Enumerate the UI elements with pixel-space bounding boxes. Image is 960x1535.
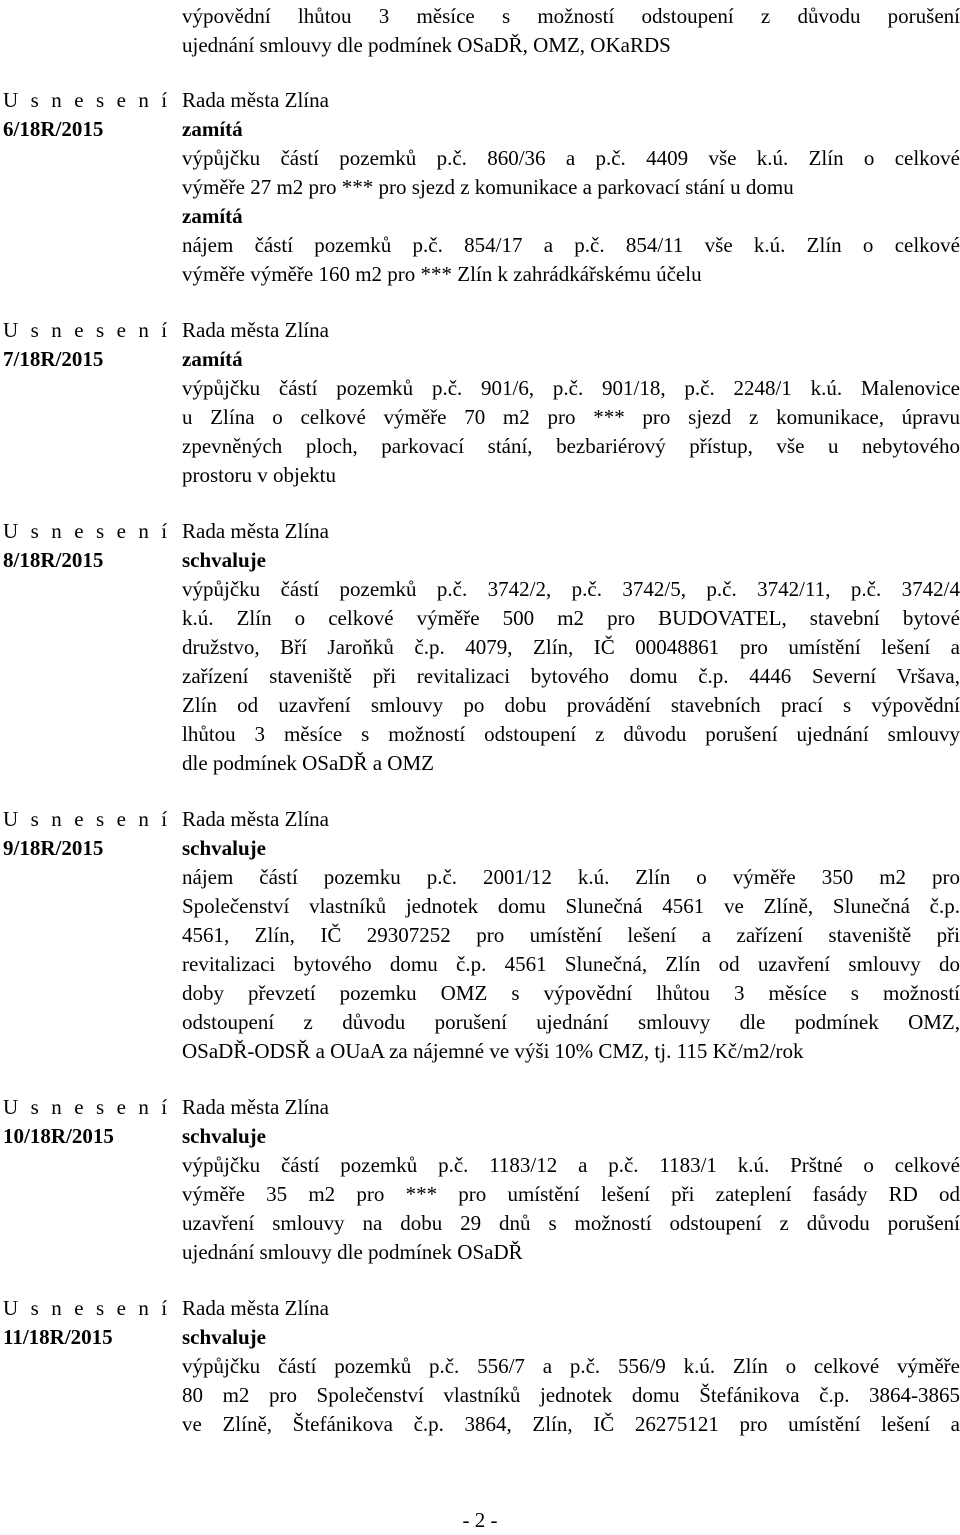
resolution-heading [3, 1093, 171, 1151]
resolution-title: U s n e s e n í [3, 519, 171, 543]
resolution-body [182, 86, 960, 289]
body-line: revitalizaci bytového domu č.p. 4561 Slunečná, Zlín od uzavření smlouvy do [182, 952, 960, 976]
verdict: schvaluje [182, 548, 266, 572]
body-line: nájem částí pozemků p.č. 854/17 a p.č. 854/11 vše k.ú. Zlín o celkové [182, 233, 960, 257]
body-line: výměře 27 m2 pro *** pro sjezd z komunikace a parkovací stání u domu [182, 175, 794, 199]
body-line: výpůjčku částí pozemků p.č. 1183/12 a p.č. 1183/1 k.ú. Prštné o celkové [182, 1153, 960, 1177]
resolution-title: U s n e s e n í [3, 1095, 171, 1119]
body-line: výměře 35 m2 pro *** pro umístění lešení při zateplení fasády RD od [182, 1182, 960, 1206]
body-line: výpůjčku částí pozemků p.č. 3742/2, p.č. 3742/5, p.č. 3742/11, p.č. 3742/4 [182, 577, 960, 601]
body-line: zařízení staveniště při revitalizaci bytového domu č.p. 4446 Severní Vršava, [182, 664, 960, 688]
resolution-number: 7/18R/2015 [3, 347, 104, 371]
resolution-body [182, 316, 960, 490]
body-line: výpůjčku částí pozemků p.č. 556/7 a p.č. 556/9 k.ú. Zlín o celkové výměře [182, 1354, 960, 1378]
authority: Rada města Zlína [182, 1095, 329, 1119]
resolution-body [182, 1294, 960, 1439]
body-line: ujednání smlouvy dle podmínek OSaDŘ, OMZ, OKaRDS [182, 33, 671, 57]
body-line: zpevněných ploch, parkovací stání, bezbariérový přístup, vše u nebytového [182, 434, 960, 458]
intro-paragraph [182, 2, 960, 60]
body-line: u Zlína o celkové výměře 70 m2 pro *** pro sjezd z komunikace, úpravu [182, 405, 960, 429]
verdict: schvaluje [182, 836, 266, 860]
verdict: zamítá [182, 117, 243, 141]
resolution-heading [3, 316, 171, 374]
authority: Rada města Zlína [182, 318, 329, 342]
resolution-title: U s n e s e n í [3, 1296, 171, 1320]
body-line: výpovědní lhůtou 3 měsíce s možností odstoupení z důvodu porušení [182, 4, 960, 28]
body-line: družstvo, Bří Jaroňků č.p. 4079, Zlín, IČ 00048861 pro umístění lešení a [182, 635, 960, 659]
authority: Rada města Zlína [182, 1296, 329, 1320]
resolution-number: 6/18R/2015 [3, 117, 104, 141]
authority: Rada města Zlína [182, 88, 329, 112]
resolution-heading [3, 86, 171, 144]
resolution-body [182, 517, 960, 778]
resolution-heading [3, 1294, 171, 1352]
resolution-title: U s n e s e n í [3, 318, 171, 342]
body-line: doby převzetí pozemku OMZ s výpovědní lhůtou 3 měsíce s možností [182, 981, 960, 1005]
body-line: ve Zlíně, Štefánikova č.p. 3864, Zlín, IČ 26275121 pro umístění lešení a [182, 1412, 960, 1436]
body-line: k.ú. Zlín o celkové výměře 500 m2 pro BUDOVATEL, stavební bytové [182, 606, 960, 630]
page-number: - 2 - [462, 1508, 498, 1532]
body-line: 80 m2 pro Společenství vlastníků jednotek domu Štefánikova č.p. 3864-3865 [182, 1383, 960, 1407]
resolution-number: 8/18R/2015 [3, 548, 104, 572]
verdict: schvaluje [182, 1325, 266, 1349]
resolution-body [182, 1093, 960, 1267]
body-line: 4561, Zlín, IČ 29307252 pro umístění lešení a zařízení staveniště při [182, 923, 960, 947]
resolution-title: U s n e s e n í [3, 807, 171, 831]
resolution-number: 9/18R/2015 [3, 836, 104, 860]
body-line: výměře výměře 160 m2 pro *** Zlín k zahrádkářskému účelu [182, 262, 702, 286]
resolution-heading [3, 805, 171, 863]
body-line: lhůtou 3 měsíce s možností odstoupení z důvodu porušení ujednání smlouvy [182, 722, 960, 746]
resolution-body [182, 805, 960, 1066]
verdict: zamítá [182, 347, 243, 371]
body-line: odstoupení z důvodu porušení ujednání smlouvy dle podmínek OMZ, [182, 1010, 960, 1034]
resolution-heading [3, 517, 171, 575]
body-line: OSaDŘ-ODSŘ a OUaA za nájemné ve výši 10% CMZ, tj. 115 Kč/m2/rok [182, 1039, 804, 1063]
body-line: výpůjčku částí pozemků p.č. 860/36 a p.č. 4409 vše k.ú. Zlín o celkové [182, 146, 960, 170]
body-line: uzavření smlouvy na dobu 29 dnů s možností odstoupení z důvodu porušení [182, 1211, 960, 1235]
body-line: výpůjčku částí pozemků p.č. 901/6, p.č. 901/18, p.č. 2248/1 k.ú. Malenovice [182, 376, 960, 400]
authority: Rada města Zlína [182, 519, 329, 543]
body-line: ujednání smlouvy dle podmínek OSaDŘ [182, 1240, 523, 1264]
resolution-title: U s n e s e n í [3, 88, 171, 112]
body-line: dle podmínek OSaDŘ a OMZ [182, 751, 434, 775]
authority: Rada města Zlína [182, 807, 329, 831]
resolution-number: 11/18R/2015 [3, 1325, 113, 1349]
resolution-number: 10/18R/2015 [3, 1124, 114, 1148]
verdict: schvaluje [182, 1124, 266, 1148]
body-line: Zlín od uzavření smlouvy po dobu provádění stavebních prací s výpovědní [182, 693, 960, 717]
verdict: zamítá [182, 204, 243, 228]
body-line: nájem částí pozemku p.č. 2001/12 k.ú. Zlín o výměře 350 m2 pro [182, 865, 960, 889]
body-line: prostoru v objektu [182, 463, 336, 487]
body-line: Společenství vlastníků jednotek domu Slunečná 4561 ve Zlíně, Slunečná č.p. [182, 894, 960, 918]
